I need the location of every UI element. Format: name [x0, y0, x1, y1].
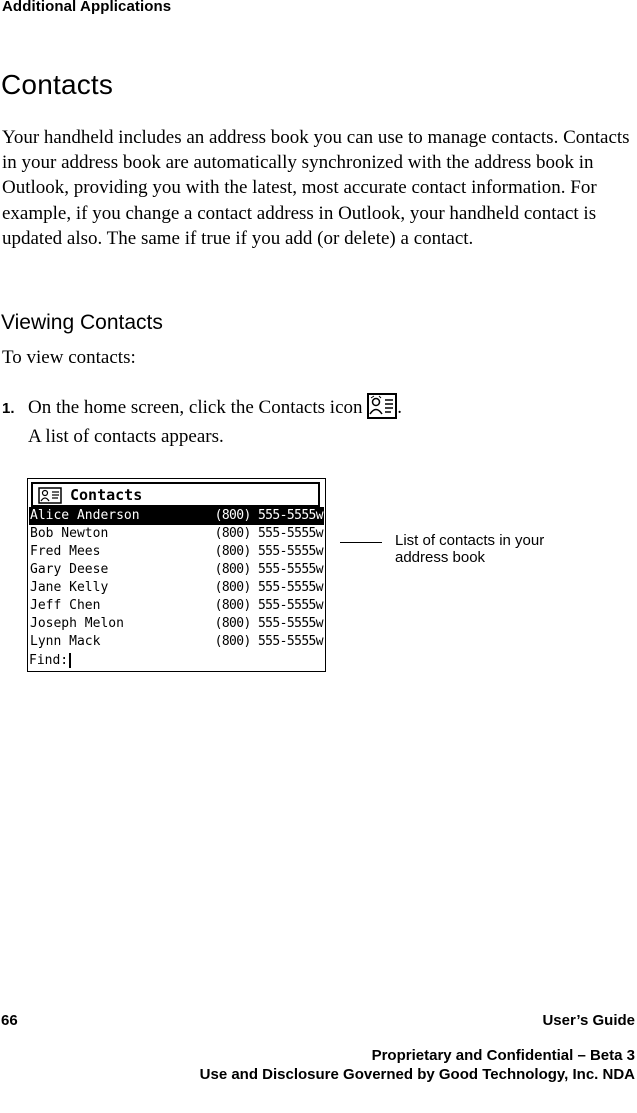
contact-list — [29, 507, 324, 651]
step-1 — [2, 393, 402, 419]
callout-leader-line — [340, 542, 382, 543]
contact-name: Alice Anderson — [30, 508, 140, 523]
contacts-icon — [38, 487, 62, 504]
step-text: On the home screen, click the Contacts icon — [28, 397, 363, 418]
contact-name: Bob Newton — [30, 526, 109, 541]
contact-phone: (800) 555-5555w — [214, 544, 323, 559]
contact-row[interactable] — [29, 543, 324, 561]
contact-phone: (800) 555-5555w — [214, 616, 323, 631]
device-titlebar — [31, 482, 320, 507]
section-heading: Contacts — [1, 69, 114, 100]
contact-row[interactable] — [29, 507, 324, 525]
contact-phone: (800) 555-5555w — [214, 634, 323, 649]
device-screenshot — [27, 478, 326, 672]
contact-row[interactable] — [29, 525, 324, 543]
subsection-heading: Viewing Contacts — [1, 311, 163, 334]
contact-row[interactable] — [29, 597, 324, 615]
find-field[interactable] — [29, 652, 68, 670]
step-number: 1. — [2, 400, 15, 417]
running-header: Additional Applications — [2, 0, 172, 15]
step-text-end: . — [397, 397, 403, 418]
step-result: A list of contacts appears. — [28, 426, 224, 447]
contact-name: Fred Mees — [30, 544, 101, 559]
confidential-line-1: Proprietary and Confidential – Beta 3 — [371, 1047, 635, 1064]
contact-name: Joseph Melon — [30, 616, 124, 631]
lead-paragraph: To view contacts: — [2, 347, 136, 368]
device-title: Contacts — [70, 486, 143, 504]
contact-row[interactable] — [29, 561, 324, 579]
contact-phone: (800) 555-5555w — [214, 562, 323, 577]
confidential-line-2: Use and Disclosure Governed by Good Technology, Inc. NDA — [199, 1066, 635, 1083]
contact-phone: (800) 555-5555w — [214, 580, 323, 595]
contact-phone: (800) 555-5555w — [214, 508, 323, 523]
contact-row[interactable] — [29, 633, 324, 651]
contact-row[interactable] — [29, 579, 324, 597]
find-label: Find: — [29, 653, 69, 668]
contacts-icon — [367, 393, 397, 419]
text-cursor — [69, 653, 71, 668]
contact-name: Jeff Chen — [30, 598, 101, 613]
contact-name: Jane Kelly — [30, 580, 109, 595]
guide-title: User’s Guide — [542, 1012, 635, 1029]
intro-paragraph: Your handheld includes an address book you can use to manage contacts. Contacts in your address book are automatically synchronized with the address book in Outlook, providing you with the latest, most accurate contact information. For example, if you change a contact address in Outlook, your handheld contact is updated also. The same if true if you add (or delete) a contact. — [2, 127, 630, 249]
page-number: 66 — [1, 1012, 18, 1029]
contact-name: Lynn Mack — [30, 634, 101, 649]
contact-phone: (800) 555-5555w — [214, 526, 323, 541]
contact-phone: (800) 555-5555w — [214, 598, 323, 613]
contact-name: Gary Deese — [30, 562, 109, 577]
confidentiality-notice — [200, 1046, 635, 1084]
contact-row[interactable] — [29, 615, 324, 633]
callout-label: List of contacts in your address book — [395, 532, 545, 566]
